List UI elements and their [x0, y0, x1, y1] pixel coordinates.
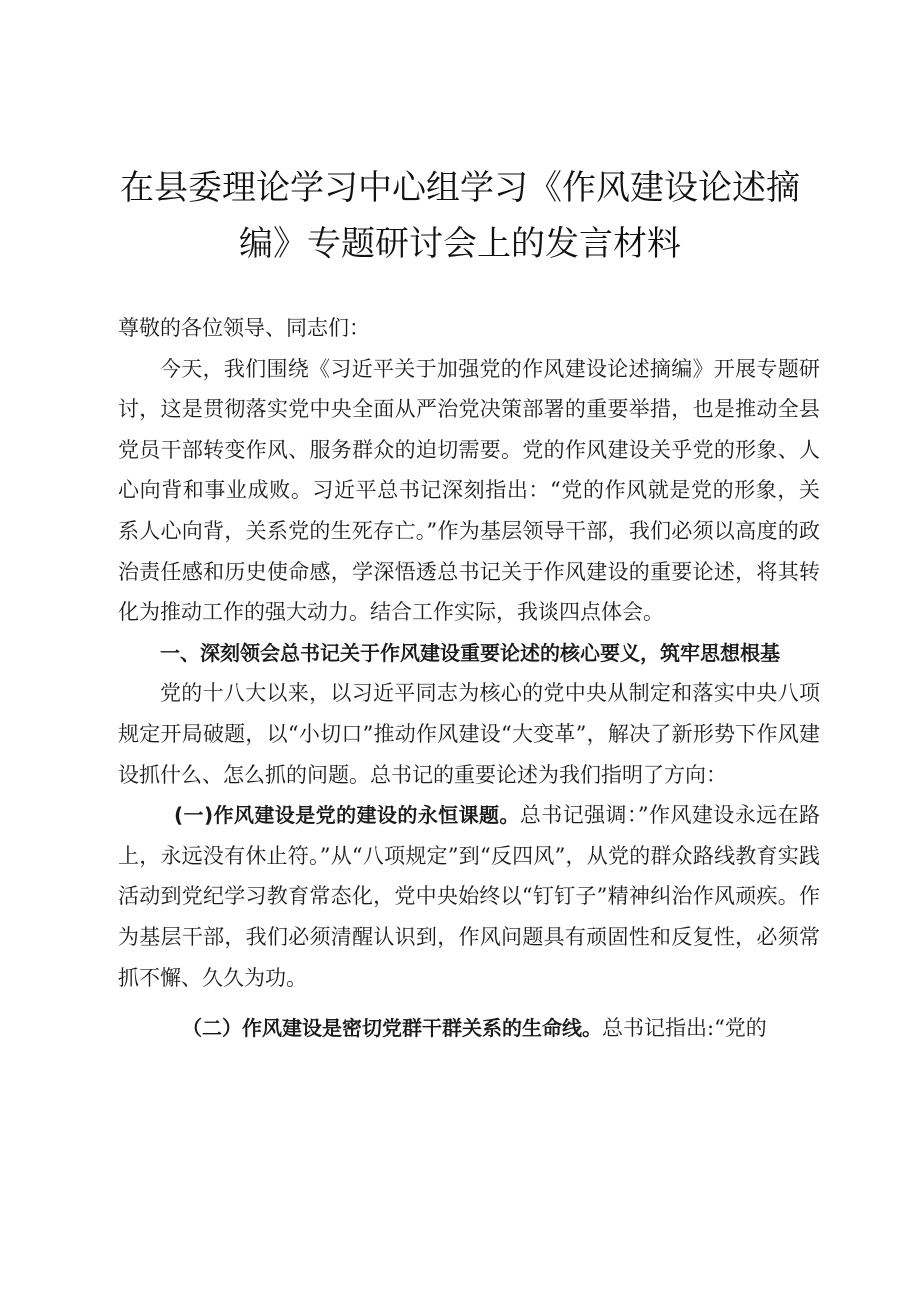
section-1-heading: 一、深刻领会总书记关于作风建设重要论述的核心要义，筑牢思想根基	[160, 640, 780, 665]
document-body	[118, 308, 820, 1049]
document-title: 在县委理论学习中心组学习《作风建设论述摘编》专题研讨会上的发言材料	[120, 168, 800, 264]
point-2-text: 总书记指出:“党的	[602, 1016, 767, 1041]
point-2-lead: （二）作风建设是密切党群干群关系的生命线。	[182, 1016, 602, 1041]
salutation: 尊敬的各位领导、同志们：	[118, 316, 370, 340]
point-1-paragraph	[118, 795, 820, 998]
point-2-paragraph	[118, 1008, 820, 1049]
intro-paragraph: 今天，我们围绕《习近平关于加强党的作风建设论述摘编》开展专题研讨，这是贯彻落实党中央全面从严治党决策部署的重要举措，也是推动全县党员干部转变作风、服务群众的迫切需要。党的作风建设关乎党的形象、人心向背和事业成败。习近平总书记深刻指出：“党的作风就是党的形象，关系人心向背，关系党的生死存亡。”作为基层领导干部，我们必须以高度的政治责任感和历史使命感，学深悟透总书记关于作风建设的重要论述，将其转化为推动工作的强大动力。结合工作实际，我谈四点体会。	[118, 356, 820, 625]
section-1-paragraph: 党的十八大以来，以习近平同志为核心的党中央从制定和落实中央八项规定开局破题，以“小切口”推动作风建设“大变革”，解决了新形势下作风建设抓什么、怎么抓的问题。总书记的重要论述为我们指明了方向：	[118, 681, 820, 787]
point-1-lead: (一)作风建设是党的建设的永恒课题。	[174, 803, 520, 828]
point-1-text: 总书记强调：”作风建设永远在路上，永远没有休止符。”从“八项规定”到“反四风”，从党的群众路线教育实践活动到党纪学习教育常态化，党中央始终以“钉钉子”精神纠治作风顽疾。作为基层干部，我们必须清醒认识到，作风问题具有顽固性和反复性，必须常抓不懈、久久为功。	[118, 803, 820, 990]
